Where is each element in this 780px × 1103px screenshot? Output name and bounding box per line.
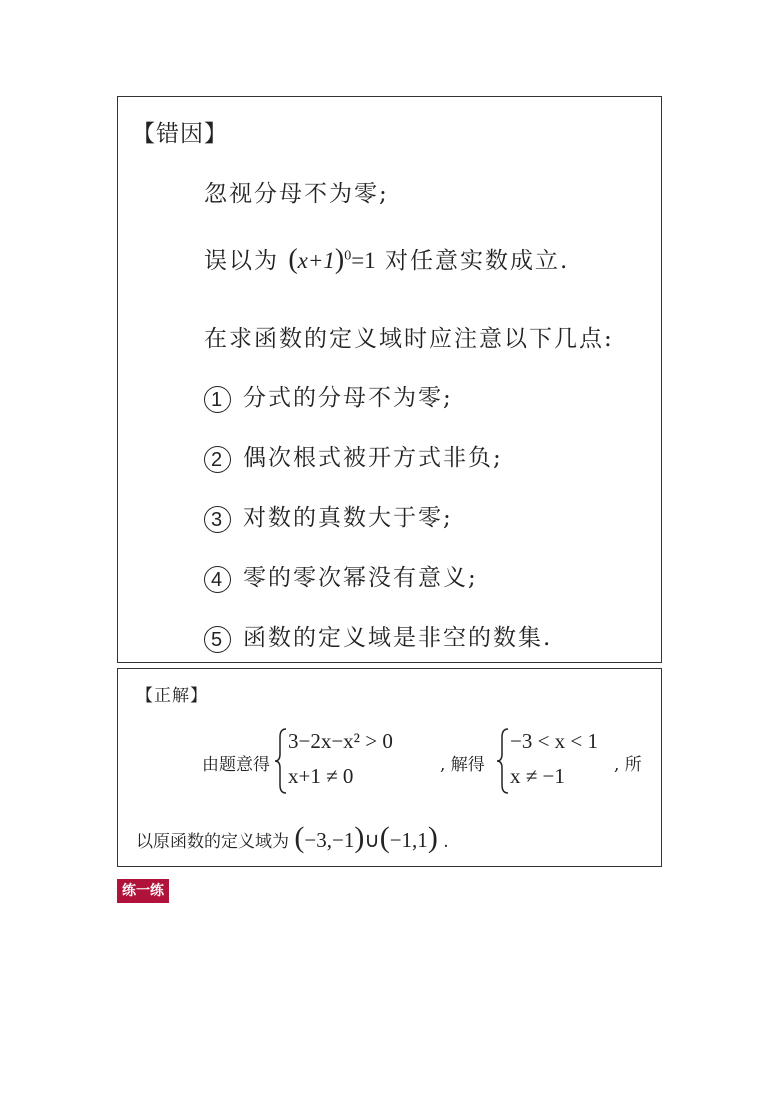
point-item: [204, 619, 552, 653]
point-item: [204, 439, 503, 473]
solution-box: [117, 668, 662, 867]
system-row: x+1 ≠ 0: [288, 764, 354, 788]
solution-system: [496, 727, 626, 797]
point-text: 零的零次幂没有意义;: [243, 565, 478, 591]
left-brace-icon: [496, 727, 510, 795]
practice-tag: 练一练: [117, 879, 169, 903]
solution-end: , 所: [614, 755, 642, 775]
circled-number: 3: [204, 506, 231, 533]
circled-number: 2: [204, 446, 231, 473]
solution-middle: , 解得: [440, 755, 485, 775]
error-line-2: [204, 242, 569, 276]
solution-heading: 【正解】: [136, 686, 208, 706]
error-line-1: 忽视分母不为零;: [204, 181, 389, 207]
conclusion-period: .: [443, 832, 449, 852]
point-text: 函数的定义域是非空的数集.: [243, 625, 553, 651]
circled-number: 1: [204, 386, 231, 413]
point-item: [204, 559, 478, 593]
point-item: [204, 379, 453, 413]
error-cause-heading: 【错因】: [132, 121, 228, 147]
point-text: 偶次根式被开方式非负;: [243, 445, 503, 471]
error-line-3: 在求函数的定义域时应注意以下几点:: [204, 326, 614, 352]
error-line-2-prefix: 误以为: [204, 248, 279, 274]
power-expression: $(x+1)^0=1$: [288, 244, 376, 275]
circled-number: 4: [204, 566, 231, 593]
point-item: [204, 499, 453, 533]
point-text: 对数的真数大于零;: [243, 505, 453, 531]
solution-intro: 由题意得: [202, 755, 270, 775]
inequality-system: [274, 727, 434, 797]
error-cause-box: [117, 96, 662, 663]
system-row: −3 < x < 1: [510, 729, 599, 753]
solution-conclusion: [136, 821, 449, 855]
error-line-2-suffix: 对任意实数成立.: [385, 248, 570, 274]
domain-expression: (−3,−1)∪(−1,1): [294, 821, 438, 854]
system-row: 3−2x−x² > 0: [288, 729, 393, 753]
system-row: x ≠ −1: [510, 764, 565, 788]
point-text: 分式的分母不为零;: [243, 385, 453, 411]
circled-number: 5: [204, 626, 231, 653]
conclusion-prefix: 以原函数的定义域为: [136, 832, 289, 852]
left-brace-icon: [274, 727, 288, 795]
